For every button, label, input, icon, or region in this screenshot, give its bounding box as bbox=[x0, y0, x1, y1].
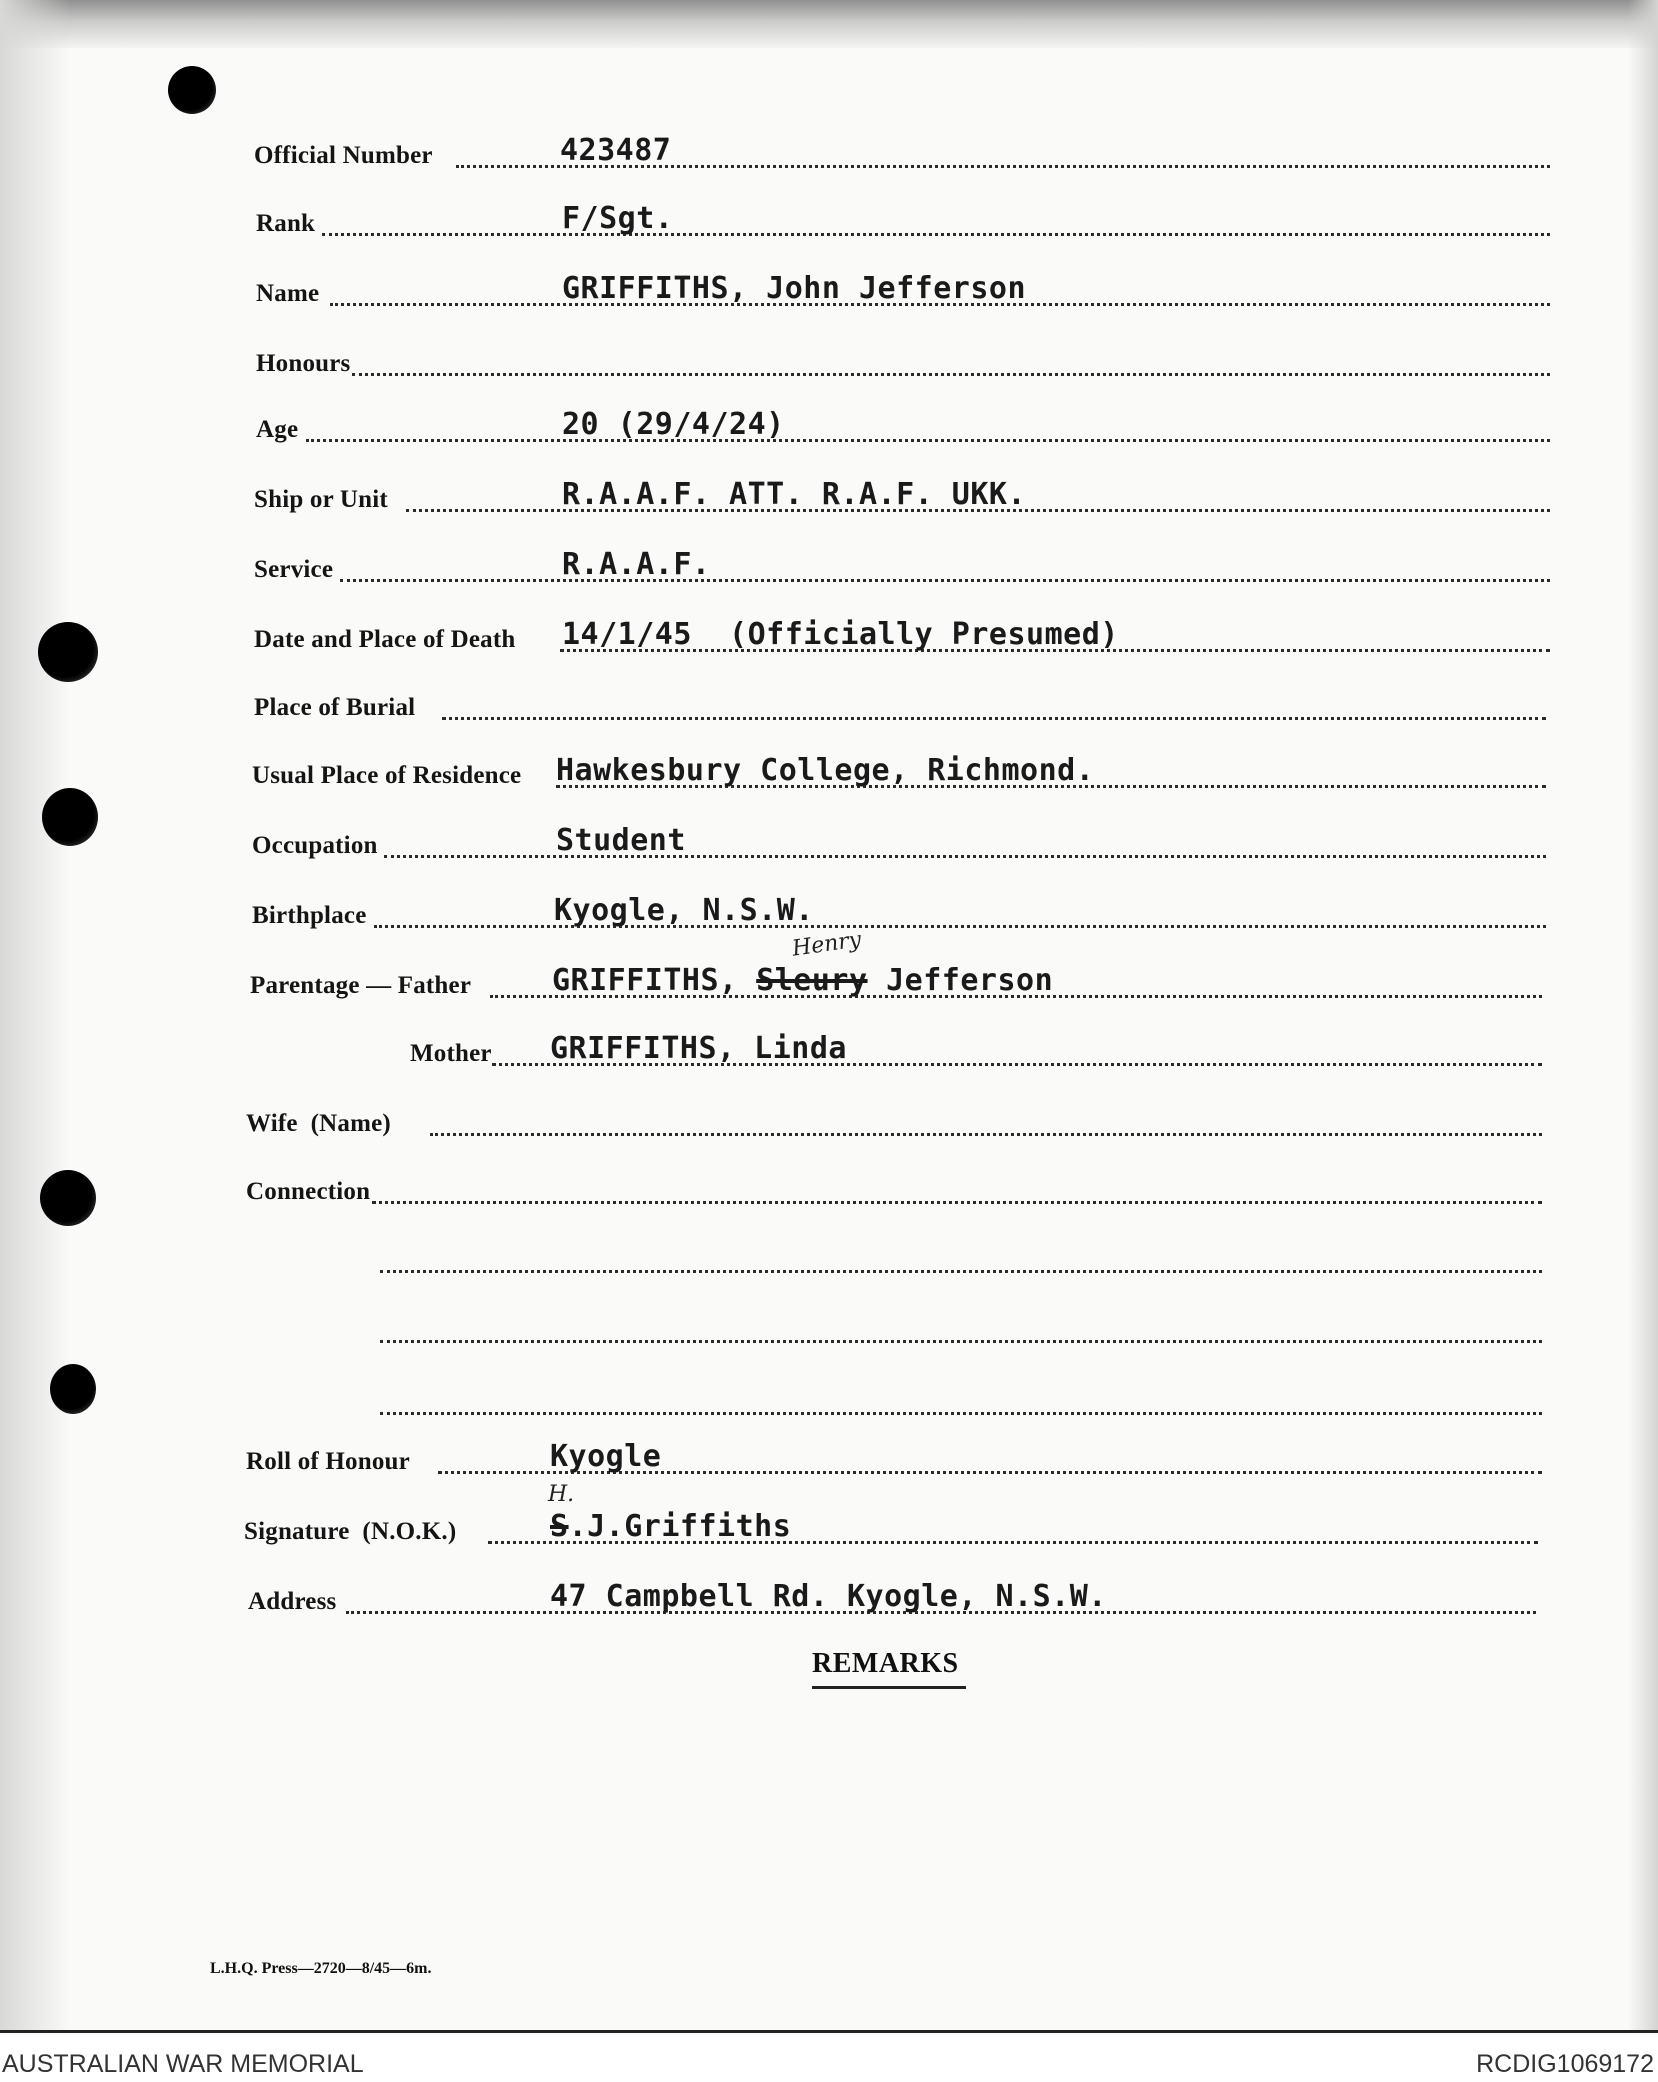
father-surname: GRIFFITHS, bbox=[552, 963, 738, 998]
connection-dots-line-2 bbox=[380, 1270, 1542, 1273]
row-official-number bbox=[0, 132, 1658, 172]
father-handwritten-correction: Henry bbox=[790, 927, 863, 962]
signature-value bbox=[550, 1509, 791, 1544]
service-value: R.A.A.F. bbox=[562, 547, 711, 582]
official-number-value: 423487 bbox=[560, 133, 672, 168]
birthplace-label: Birthplace bbox=[252, 902, 367, 929]
row-ship-or-unit bbox=[0, 476, 1658, 516]
row-connection bbox=[0, 1168, 1658, 1208]
ship-or-unit-label: Ship or Unit bbox=[254, 486, 388, 513]
row-occupation bbox=[0, 822, 1658, 862]
connection-dots-line-4 bbox=[380, 1412, 1542, 1415]
place-of-burial-dots bbox=[442, 717, 1546, 720]
punch-hole-1 bbox=[168, 66, 216, 114]
printer-imprint: L.H.Q. Press—2720—8/45—6m. bbox=[210, 1960, 432, 1977]
age-value: 20 (29/4/24) bbox=[562, 407, 785, 442]
scan-top-shadow bbox=[0, 0, 1658, 48]
footer-rule bbox=[0, 2030, 1658, 2033]
official-number-label: Official Number bbox=[254, 142, 433, 169]
wife-dots bbox=[430, 1133, 1542, 1136]
row-honours bbox=[0, 340, 1658, 380]
birthplace-dots bbox=[374, 925, 1546, 928]
father-struck-name: Sleury bbox=[756, 963, 868, 998]
remarks-heading: REMARKS bbox=[812, 1648, 959, 1679]
row-age bbox=[0, 406, 1658, 446]
service-dots bbox=[340, 579, 1550, 582]
mother-label: Mother bbox=[410, 1040, 492, 1067]
date-place-of-death-value: 14/1/45 (Officially Presumed) bbox=[562, 617, 1119, 652]
row-name bbox=[0, 270, 1658, 310]
father-label: Parentage — Father bbox=[250, 972, 472, 999]
signature-label: Signature (N.O.K.) bbox=[244, 1518, 457, 1545]
birthplace-value: Kyogle, N.S.W. bbox=[554, 893, 814, 928]
row-date-place-of-death bbox=[0, 616, 1658, 656]
mother-value: GRIFFITHS, Linda bbox=[550, 1031, 847, 1066]
punch-hole-5 bbox=[50, 1364, 96, 1414]
roll-of-honour-value: Kyogle bbox=[550, 1439, 662, 1474]
name-value: GRIFFITHS, John Jefferson bbox=[562, 271, 1027, 306]
father-given-name: Jefferson bbox=[886, 963, 1054, 998]
date-place-of-death-label: Date and Place of Death bbox=[254, 626, 516, 653]
signature-handwritten-correction: H. bbox=[548, 1482, 575, 1507]
address-label: Address bbox=[248, 1588, 337, 1615]
name-label: Name bbox=[256, 280, 320, 307]
roll-of-honour-label: Roll of Honour bbox=[246, 1448, 410, 1475]
rank-value: F/Sgt. bbox=[562, 201, 674, 236]
service-label: Service bbox=[254, 556, 334, 583]
row-birthplace bbox=[0, 892, 1658, 932]
occupation-label: Occupation bbox=[252, 832, 378, 859]
row-roll-of-honour bbox=[0, 1438, 1658, 1478]
remarks-underline bbox=[812, 1686, 966, 1689]
row-place-of-burial bbox=[0, 684, 1658, 724]
age-label: Age bbox=[256, 416, 299, 443]
usual-residence-label: Usual Place of Residence bbox=[252, 762, 522, 789]
wife-label: Wife (Name) bbox=[246, 1110, 391, 1137]
row-father bbox=[0, 962, 1658, 1002]
footer-record-id: RCDIG1069172 bbox=[1476, 2050, 1654, 2078]
ship-or-unit-value: R.A.A.F. ATT. R.A.F. UKK. bbox=[562, 477, 1027, 512]
row-rank bbox=[0, 200, 1658, 240]
connection-dots-line-3 bbox=[380, 1340, 1542, 1343]
age-dots bbox=[306, 439, 1550, 442]
connection-dots bbox=[372, 1201, 1542, 1204]
footer-archive-name: AUSTRALIAN WAR MEMORIAL bbox=[2, 2050, 364, 2078]
row-service bbox=[0, 546, 1658, 586]
connection-label: Connection bbox=[246, 1178, 371, 1205]
usual-residence-value: Hawkesbury College, Richmond. bbox=[556, 753, 1095, 788]
rank-dots bbox=[322, 233, 1550, 236]
row-usual-residence bbox=[0, 752, 1658, 792]
place-of-burial-label: Place of Burial bbox=[254, 694, 416, 721]
honours-dots bbox=[352, 373, 1550, 376]
row-wife bbox=[0, 1100, 1658, 1140]
honours-label: Honours bbox=[256, 350, 351, 377]
address-value: 47 Campbell Rd. Kyogle, N.S.W. bbox=[550, 1579, 1107, 1614]
signature-text: .J.Griffiths bbox=[568, 1509, 792, 1544]
father-value bbox=[552, 963, 1053, 998]
row-address bbox=[0, 1578, 1658, 1618]
rank-label: Rank bbox=[256, 210, 316, 237]
row-signature bbox=[0, 1508, 1658, 1548]
row-mother bbox=[0, 1030, 1658, 1070]
signature-struck-initial: S bbox=[550, 1509, 569, 1544]
occupation-value: Student bbox=[556, 823, 686, 858]
